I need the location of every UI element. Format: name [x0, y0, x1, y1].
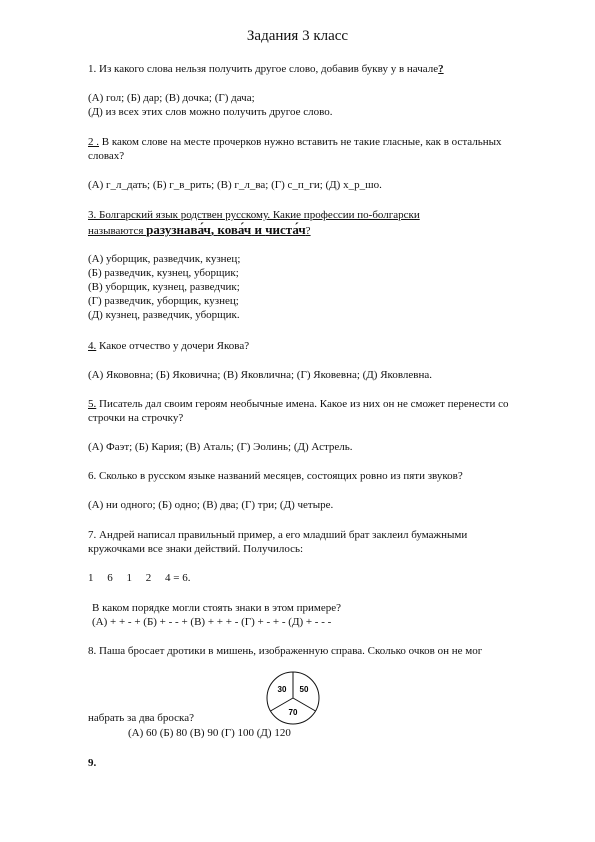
- target-sector-50: 50: [299, 685, 309, 694]
- target-sector-70: 70: [288, 708, 298, 717]
- question-1-options: (А) гол; (Б) дар; (В) дочка; (Г) дача;: [88, 92, 255, 104]
- question-1-option-d: (Д) из всех этих слов можно получить другое слово.: [88, 106, 333, 118]
- question-5-line1: 5. Писатель дал своим героям необычные имена. Какое из них он не сможет перенести со: [88, 398, 509, 410]
- question-7-subquestion: В каком порядке могли стоять знаки в этом примере?: [92, 602, 341, 614]
- question-3-option-d: (Г) разведчик, уборщик, кузнец;: [88, 295, 239, 307]
- question-4-options: (А) Якововна; (Б) Яковична; (В) Яковлична; (Г) Яковевна; (Д) Яковлевна.: [88, 369, 432, 381]
- question-2-options: (А) г_л_дать; (Б) г_в_рить; (В) г_л_ва; (Г) с_п_ги; (Д) х_р_шо.: [88, 179, 382, 191]
- question-3-option-a: (А) уборщик, разведчик, кузнец;: [88, 253, 241, 265]
- question-5-line2: строчки на строчку?: [88, 412, 184, 424]
- question-9-number: 9.: [88, 757, 97, 769]
- question-7-example: 1 6 1 2 4 = 6.: [88, 572, 191, 584]
- question-7-line2: кружочками все знаки действий. Получилось:: [88, 543, 304, 555]
- question-3-option-e: (Д) кузнец, разведчик, уборщик.: [88, 309, 240, 321]
- question-7-options: (А) + + - + (Б) + - - + (В) + + + - (Г) + - + - (Д) + - - -: [92, 616, 332, 628]
- question-1-text: 1. Из какого слова нельзя получить другое слово, добавив букву у в начале?: [88, 63, 444, 75]
- question-8-options: (А) 60 (Б) 80 (В) 90 (Г) 100 (Д) 120: [128, 727, 291, 739]
- question-3-line1: 3. Болгарский язык родствен русскому. Какие профессии по-болгарски: [88, 209, 420, 221]
- page-title: Задания 3 класс: [246, 28, 349, 44]
- dart-target: [265, 670, 321, 731]
- question-2-line2: словах?: [88, 150, 125, 162]
- target-sector-30: 30: [277, 685, 287, 694]
- question-6-options: (А) ни одного; (Б) одно; (В) два; (Г) три; (Д) четыре.: [88, 499, 334, 511]
- question-3-option-c: (В) уборщик, кузнец, разведчик;: [88, 281, 240, 293]
- question-4-text: 4. Какое отчество у дочери Якова?: [88, 340, 250, 352]
- question-3-option-b: (Б) разведчик, кузнец, уборщик;: [88, 267, 239, 279]
- question-6-text: 6. Сколько в русском языке названий месяцев, состоящих ровно из пяти звуков?: [88, 470, 463, 482]
- question-2-line1: 2 . В каком слове на месте прочерков нужно вставить не такие гласные, как в остальных: [88, 136, 502, 148]
- question-5-options: (А) Фаэт; (Б) Кария; (В) Аталь; (Г) Эолинь; (Д) Астрель.: [88, 441, 353, 453]
- question-3-line2: называются разузнава́ч, кова́ч и чиста́ч?: [88, 222, 311, 237]
- question-8-line1: 8. Паша бросает дротики в мишень, изображенную справа. Сколько очков он не мог: [88, 645, 483, 657]
- dart-target-graphic: [265, 670, 321, 726]
- question-7-line1: 7. Андрей написал правильный пример, а его младший брат заклеил бумажными: [88, 529, 468, 541]
- question-8-line2: набрать за два броска?: [88, 712, 194, 724]
